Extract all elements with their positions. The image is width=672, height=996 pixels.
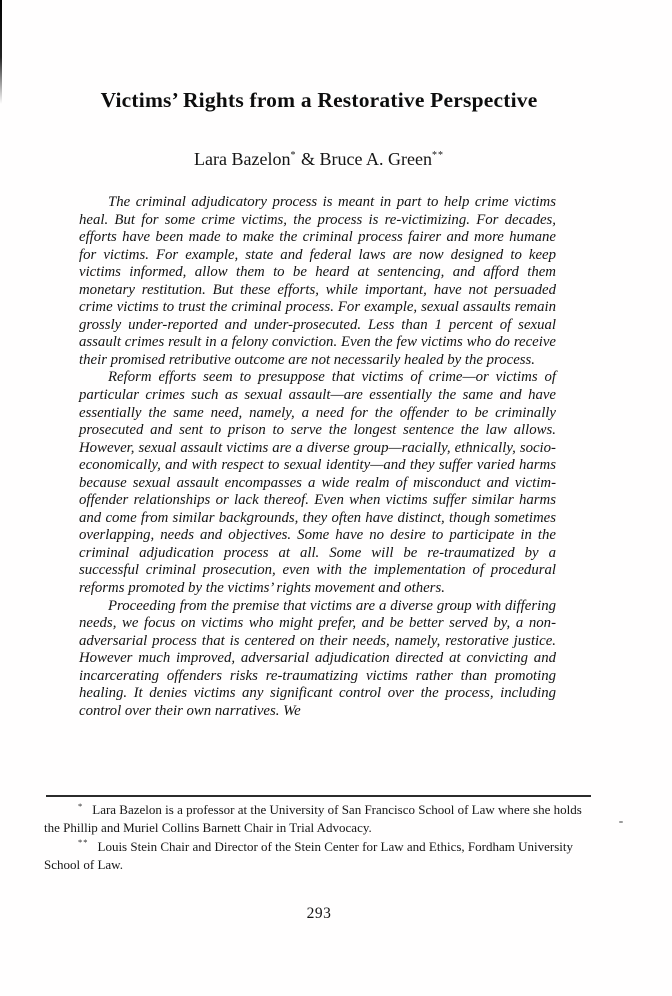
footnote-1-text: Lara Bazelon is a professor at the University of San Francisco School of Law where she holds the Phillip and Muriel Collins Barnett Chair in Trial Advocacy.	[44, 802, 582, 836]
page-number: 293	[306, 905, 332, 922]
footnotes-section	[44, 801, 597, 875]
author-2-footnote-marker: **	[431, 150, 444, 161]
footnote-2-marker: **	[78, 837, 89, 848]
author-1-footnote-marker: *	[290, 150, 297, 161]
abstract	[79, 194, 556, 720]
scan-artifact-dot	[619, 821, 623, 823]
author-name-2: Bruce A. Green	[319, 149, 432, 169]
abstract-paragraph-2: Reform efforts seem to presuppose that victims of crime—or victims of particular crimes such as sexual assault—are essentially the same and have essentially the same need, namely, a need for the offender to be criminally prosecuted and sent to prison to serve the longest sentence the law allows. However, sexual assault victims are a diverse group—racially, ethnically, socio-economically, and with respect to sexual identity—and they suffer varied harms because sexual assault encompasses a wide realm of misconduct and victim-offender relationships or lack thereof. Even when victims suffer similar harms and come from similar backgrounds, they often have distinct, though sometimes overlapping, needs and objectives. Some have no desire to participate in the criminal adjudication process at all. Some will be re-traumatized by a successful criminal prosecution, even with the implementation of procedural reforms promoted by the victims’ rights movement and others.	[79, 369, 556, 597]
footnote-2-text: Louis Stein Chair and Director of the Stein Center for Law and Ethics, Fordham University School of Law.	[44, 838, 573, 873]
article-title: Victims’ Rights from a Restorative Perspective	[100, 88, 538, 112]
footnote-1	[44, 801, 597, 838]
author-name-1: Lara Bazelon	[194, 149, 291, 169]
footnote-1-marker: *	[78, 800, 84, 811]
author-separator: &	[296, 149, 320, 169]
footnote-2	[44, 838, 597, 875]
abstract-paragraph-3: Proceeding from the premise that victims are a diverse group with differing needs, we focus on victims who might prefer, and be better served by, a non-adversarial process that is centered on their needs, namely, restorative justice. However much improved, adversarial adjudication directed at convicting and incarcerating offenders risks re-traumatizing victims rather than promoting healing. It denies victims any significant control over the process, including control over their own narratives. We	[79, 597, 556, 719]
footnote-separator-line	[46, 795, 591, 797]
abstract-paragraph-1: The criminal adjudicatory process is meant in part to help crime victims heal. But for some crime victims, the process is re-victimizing. For decades, efforts have been made to make the criminal process fairer and more humane for victims. For example, state and federal laws are now designed to keep victims informed, allow them to be heard at sentencing, and afford them monetary restitution. But these efforts, while important, have not persuaded crime victims to trust the criminal process. For example, sexual assaults remain grossly under-reported and under-prosecuted. Less than 1 percent of sexual assault crimes result in a felony conviction. Even the few victims who do receive their promised retributive outcome are not necessarily healed by the process.	[79, 194, 556, 368]
scan-artifact-left-edge	[0, 0, 2, 104]
author-byline	[46, 149, 592, 170]
